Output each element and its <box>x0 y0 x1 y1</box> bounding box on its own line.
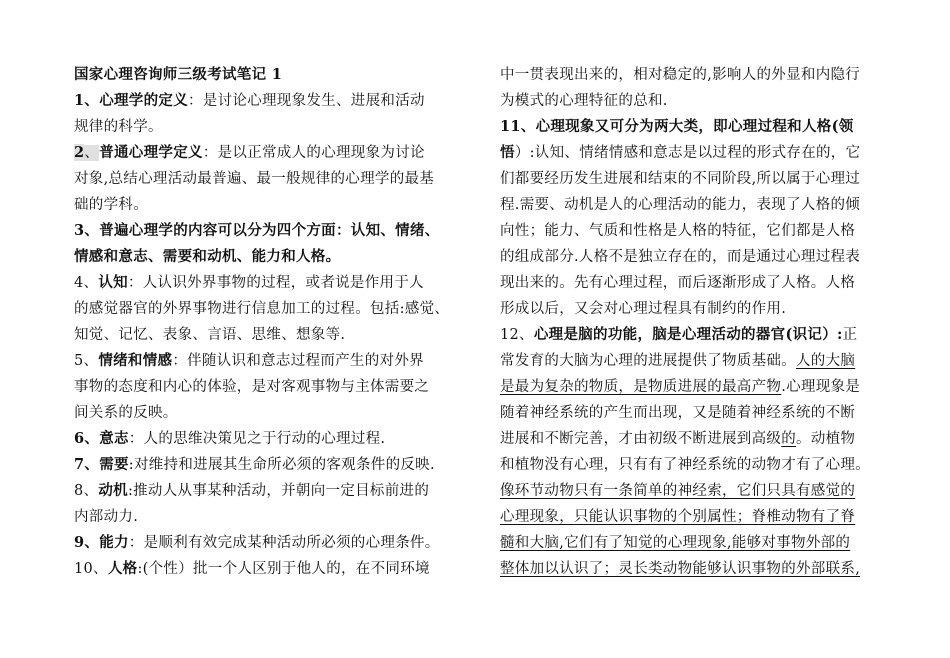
text-line: 对象,总结心理活动最普遍、最一般规律的心理学的最基 <box>74 171 435 187</box>
text-segment: 9、能力 <box>74 534 129 551</box>
text-line: 事物的态度和内心的体验，是对客观事物与主体需要之 <box>74 379 430 395</box>
text-line: 随着神经系统的产生而出现，又是随着神经系统的不断 <box>500 405 856 421</box>
text-line: 知觉、记忆、表象、言语、思维、想象等. <box>74 327 346 343</box>
text-line: 现出来的。先有心理过程，而后逐渐形成了人格。人格 <box>500 275 856 291</box>
text-line <box>500 426 882 452</box>
text-segment: :推动人从事某种活动，并朝向一定目标前进的 <box>127 483 430 499</box>
text-segment: 是最为复杂的物质，是物质进展的最高产物 <box>500 379 782 395</box>
text-line: 像环节动物只有一条简单的神经索，它们只具有感觉的 <box>500 483 856 499</box>
text-line: 程.需要、动机是人的心理活动的能力，表现了人格的倾 <box>500 197 861 213</box>
text-line <box>74 556 464 582</box>
text-segment: ：人认识外界事物的过程，或者说是作用于人 <box>127 275 424 291</box>
text-line: 内部动力. <box>74 509 139 525</box>
text-line <box>500 348 882 374</box>
text-segment: 。动植物 <box>796 431 856 447</box>
text-segment: 动机 <box>98 482 128 499</box>
text-segment: ：伴随认识和意志过程而产生的对外界 <box>172 353 424 369</box>
text-segment: .心理现象是 <box>781 379 861 395</box>
text-line <box>500 140 882 166</box>
text-line: 髓和大脑,它们有了知觉的心理现象,能够对事物外部的 <box>500 535 851 551</box>
text-segment: 认知 <box>98 274 128 291</box>
text-segment: 2 <box>74 144 85 161</box>
text-line: 为模式的心理特征的总和. <box>500 93 668 109</box>
text-segment: 心理是脑的功能，脑是心理活动的器官(识记）: <box>533 326 843 343</box>
text-line <box>74 88 464 114</box>
text-segment: 情绪和情感 <box>98 352 173 369</box>
text-segment: 人的大脑 <box>796 353 856 369</box>
text-line: 向性；能力、气质和性格是人格的特征，它们都是人格 <box>500 223 856 239</box>
text-segment: 8、 <box>74 483 99 499</box>
text-segment: 1、心理学的定义 <box>74 92 188 109</box>
text-segment: 7、需要 <box>74 456 129 473</box>
text-line: 们都要经历发生进展和结束的不同阶段,所以属于心理过 <box>500 171 861 187</box>
text-line: 形成以后，又会对心理过程具有制约的作用. <box>500 301 787 317</box>
text-line: 础的学科。 <box>74 197 148 213</box>
text-segment: 人格 <box>107 560 138 577</box>
text-line <box>74 478 464 504</box>
text-segment: ：是讨论心理现象发生、进展和活动 <box>188 93 425 109</box>
text-segment: ：是顺利有效完成某种活动所必须的心理条件。 <box>128 535 440 551</box>
text-line <box>74 426 464 452</box>
text-segment: ：是以正常成人的心理现象为讨论 <box>202 145 425 161</box>
text-segment: 10、 <box>74 561 108 577</box>
text-line: 的组成部分.人格不是独立存在的，而是通过心理过程表 <box>500 249 861 265</box>
text-segment: 正 <box>842 327 858 343</box>
text-segment: :(个性）批一个人区别于他人的，在不同环境 <box>137 561 430 577</box>
text-segment: :对维持和进展其生命所必须的客观条件的反映. <box>128 457 435 473</box>
text-segment: 进展和不断完善，才由初级不断进展到高级 <box>500 431 782 447</box>
text-line <box>74 530 464 556</box>
text-segment: 4、 <box>74 275 99 291</box>
text-line: 3、普遍心理学的内容可以分为四个方面：认知、情绪、 <box>74 222 440 239</box>
text-segment: 普通心理学定义 <box>99 144 203 161</box>
text-line: 国家心理咨询师三级考试笔记 1 <box>74 66 283 83</box>
text-line <box>74 140 464 166</box>
text-segment: 常发育的大脑为心理的进展提供了物质基础。 <box>500 353 796 369</box>
text-line <box>500 374 882 400</box>
text-segment: 、 <box>84 145 100 161</box>
text-line: 情感和意志、需要和动机、能力和人格。 <box>74 248 341 265</box>
text-line: 心理现象，只能认识事物的个别属性；脊椎动物有了脊 <box>500 509 856 525</box>
text-segment: 5、 <box>74 353 99 369</box>
text-line: 间关系的反映。 <box>74 405 178 421</box>
left-column <box>74 62 464 582</box>
text-segment: ）:认知、情绪情感和意志是以过程的形式存在的，它 <box>514 145 861 161</box>
text-line <box>74 348 464 374</box>
text-segment: ：人的思维决策见之于行动的心理过程. <box>128 431 386 447</box>
text-line: 规律的科学。 <box>74 119 163 135</box>
text-line <box>74 270 464 296</box>
text-line: 的感觉器官的外界事物进行信息加工的过程。包括:感觉、 <box>74 301 450 317</box>
text-segment: 悟 <box>500 144 515 161</box>
text-segment: 的 <box>781 431 797 447</box>
text-line: 整体加以认识了；灵长类动物能够认识事物的外部联系, <box>500 561 861 577</box>
text-line: 中一贯表现出来的，相对稳定的,影响人的外显和内隐行 <box>500 67 861 83</box>
text-line: 11、心理现象又可分为两大类，即心理过程和人格(领 <box>500 118 854 135</box>
text-line: 和植物没有心理，只有有了神经系统的动物才有了心理。 <box>500 457 870 473</box>
text-segment: 12、 <box>500 327 534 343</box>
text-segment: 6、意志 <box>74 430 129 447</box>
text-line <box>74 452 464 478</box>
right-column <box>500 62 882 582</box>
text-line <box>500 322 882 348</box>
